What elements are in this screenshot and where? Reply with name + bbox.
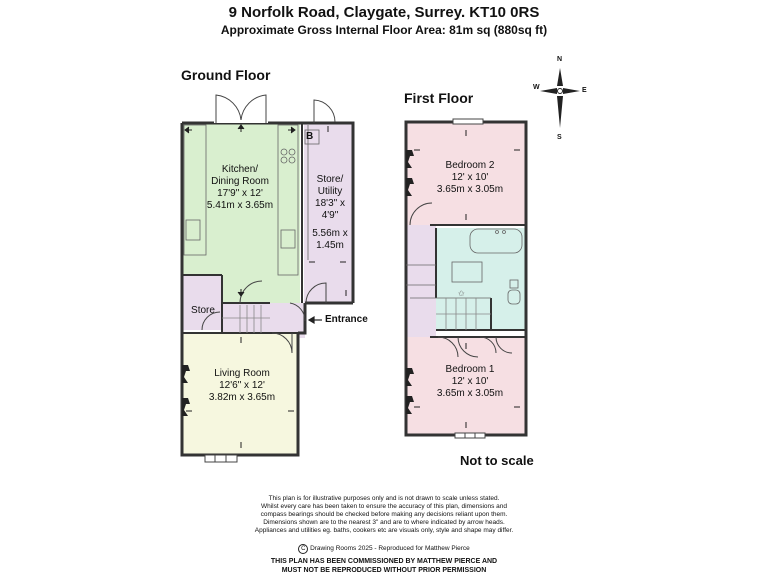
boiler-label: B [306,131,314,142]
kitchen-label-line-3: 17'9" x 12' [217,188,263,199]
living-line-3: 3.82m x 3.65m [208,392,276,403]
living-room-label [202,368,282,404]
bedroom-2-line-3: 3.65m x 3.05m [436,184,504,195]
landing [406,225,436,337]
plan-title: 9 Norfolk Road, Claygate, Surrey. KT10 0RS [228,4,540,21]
store-utility-line-1: Store/ [316,174,344,185]
store-utility-line-3: 18'3" x [315,198,345,209]
commission-line: THIS PLAN HAS BEEN COMMISSIONED BY MATTHEW PIERCE AND [270,558,498,565]
store-line-1: Store [191,305,215,316]
compass-s: S [557,134,562,141]
disclaimer-line: compass bearings should be checked before making any decisions reliant upon them. [260,511,508,518]
disclaimer-line: This plan is for illustrative purposes only and is not drawn to scale unless stated. [268,495,500,502]
disclaimer-block [0,495,768,535]
disclaimer-line: Whilst every care has been taken to ensure the accuracy of this plan, dimensions and [260,503,508,510]
store-utility-line-6: 1.45m [316,240,344,251]
commission-block [0,557,768,575]
store-room-label [186,305,220,317]
bedroom-2-label [430,160,510,196]
first-floor-label: First Floor [404,90,474,106]
kitchen-label-line-1: Kitchen/ [221,164,259,175]
compass-rose [540,68,580,128]
not-to-scale-note: Not to scale [460,453,534,468]
store-utility-line-4: 4'9" [321,210,339,221]
compass-w: W [533,84,540,91]
store-utility-line-2: Utility [317,186,343,197]
bedroom-1-line-2: 12' x 10' [451,376,489,387]
copyright-line [0,544,768,554]
compass-n: N [557,56,563,63]
ground-floor-plan [182,93,353,462]
living-line-1: Living Room [214,368,270,379]
kitchen-label-line-2: Dining Room [211,176,269,187]
svg-text:✩: ✩ [458,289,465,298]
bedroom-1-line-3: 3.65m x 3.05m [436,388,504,399]
store-utility-line-5: 5.56m x [312,228,348,239]
store-utility-label [312,174,348,252]
kitchen-dining-room-label [204,164,276,212]
bathroom [436,228,526,330]
bedroom-1-line-1: Bedroom 1 [445,364,495,375]
copyright-text: Drawing Rooms 2025 - Reproduced for Matthew Pierce [310,545,470,552]
bedroom-2-line-2: 12' x 10' [451,172,489,183]
entrance-label: Entrance [325,314,368,325]
compass-e: E [582,87,587,94]
disclaimer-line: Dimensions shown are to the nearest 3" and are to where indicated by arrow heads. [263,519,505,526]
ground-floor-label: Ground Floor [181,67,271,83]
living-line-2: 12'6" x 12' [219,380,265,391]
bedroom-2-line-1: Bedroom 2 [445,160,495,171]
store-room [182,275,222,330]
disclaimer-line: Appliances and utilities eg. baths, cookers etc are visuals only, style and shape may differ. [254,527,514,534]
commission-line: MUST NOT BE REPRODUCED WITHOUT PRIOR PERMISSION [281,567,487,574]
copyright-icon: C [298,544,308,554]
floor-area-subtitle: Approximate Gross Internal Floor Area: 81m sq (880sq ft) [220,23,548,37]
bedroom-1-label [430,364,510,400]
kitchen-label-line-4: 5.41m x 3.65m [206,200,274,211]
